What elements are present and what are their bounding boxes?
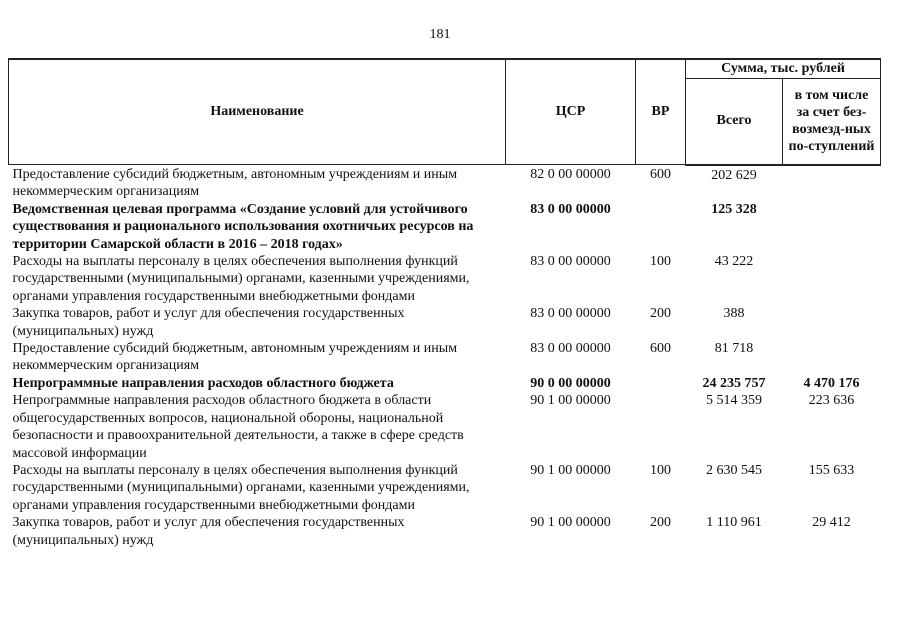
table-row <box>9 462 881 514</box>
row-name-cell: Ведомственная целевая программа «Создание условий для устойчивого существования и рационального использования охотничьих ресурсов на территории Самарской области в 2016 – 2018 годах» <box>12 201 474 252</box>
row-vr-cell <box>636 392 686 462</box>
header-free: в том числе за счет без-возмезд-ных по-ступлений <box>783 79 881 165</box>
row-csr-cell: 90 0 00 00000 <box>530 375 611 391</box>
table-row <box>9 201 881 253</box>
row-free-cell <box>783 253 881 305</box>
row-csr-cell: 83 0 00 00000 <box>530 254 611 270</box>
row-total-cell: 5 514 359 <box>706 393 762 409</box>
row-total-cell: 202 629 <box>711 167 757 183</box>
row-csr-cell: 83 0 00 00000 <box>530 341 611 357</box>
row-free-cell <box>783 340 881 375</box>
row-free-cell <box>783 165 881 201</box>
row-total-cell: 24 235 757 <box>702 375 766 391</box>
table-row <box>9 392 881 462</box>
table-body <box>9 165 881 549</box>
row-free-cell: 223 636 <box>808 393 855 409</box>
table-header <box>9 59 881 165</box>
row-vr-cell: 600 <box>650 167 671 182</box>
row-csr-cell: 90 1 00 00000 <box>530 515 611 531</box>
budget-table <box>8 58 881 549</box>
row-name-cell: Предоставление субсидий бюджетным, автономным учреждениям и иным некоммерческим организациям <box>12 341 458 374</box>
row-name-cell: Закупка товаров, работ и услуг для обеспечения государственных (муниципальных) нужд <box>12 515 405 548</box>
row-name-cell: Непрограммные направления расходов областного бюджета в области общегосударственных вопросов, национальной обороны, национальной безопасности и правоохранительной деятельности, а также в сфере средств массовой информации <box>12 393 464 461</box>
row-free-cell: 4 470 176 <box>803 375 860 391</box>
header-csr: ЦСР <box>506 59 636 165</box>
table-row <box>9 514 881 549</box>
row-total-cell: 43 222 <box>714 254 754 270</box>
row-name-cell: Закупка товаров, работ и услуг для обеспечения государственных (муниципальных) нужд <box>12 306 405 339</box>
row-free-cell: 29 412 <box>812 515 851 531</box>
row-vr-cell <box>636 375 686 392</box>
row-vr-cell: 100 <box>650 254 671 270</box>
row-csr-cell: 82 0 00 00000 <box>530 167 611 182</box>
row-vr-cell: 200 <box>650 306 671 322</box>
header-vr: ВР <box>636 59 686 165</box>
row-free-cell <box>783 201 881 253</box>
header-sum: Сумма, тыс. рублей <box>686 59 881 79</box>
row-total-cell: 81 718 <box>714 341 754 357</box>
row-csr-cell: 83 0 00 00000 <box>530 201 611 217</box>
row-total-cell: 125 328 <box>711 201 757 217</box>
row-vr-cell <box>636 201 686 253</box>
row-name-cell: Расходы на выплаты персоналу в целях обеспечения выполнения функций государственными (муниципальными) органами, казенными учреждениями, органами управления государственными внебюджетными фондами <box>12 462 470 513</box>
table-row <box>9 340 881 375</box>
table-row <box>9 305 881 340</box>
row-vr-cell: 600 <box>650 341 671 357</box>
row-vr-cell: 200 <box>650 515 671 531</box>
row-name-cell: Непрограммные направления расходов областного бюджета <box>12 375 394 391</box>
row-vr-cell: 100 <box>650 462 671 478</box>
table-row <box>9 375 881 392</box>
page-number: 181 <box>429 27 451 42</box>
header-total: Всего <box>686 79 783 165</box>
row-total-cell: 388 <box>723 306 745 322</box>
row-name-cell: Предоставление субсидий бюджетным, автономным учреждениям и иным некоммерческим организациям <box>12 167 458 200</box>
table-row <box>9 165 881 201</box>
header-name: Наименование <box>9 59 506 165</box>
row-name-cell: Расходы на выплаты персоналу в целях обеспечения выполнения функций государственными (муниципальными) органами, казенными учреждениями, органами управления государственными внебюджетными фондами <box>12 254 470 304</box>
row-free-cell: 155 633 <box>808 462 855 478</box>
row-csr-cell: 83 0 00 00000 <box>530 306 611 322</box>
table-row <box>9 253 881 305</box>
row-csr-cell: 90 1 00 00000 <box>530 393 611 409</box>
row-csr-cell: 90 1 00 00000 <box>530 462 611 478</box>
row-total-cell: 1 110 961 <box>706 515 762 531</box>
row-free-cell <box>783 305 881 340</box>
row-total-cell: 2 630 545 <box>706 462 762 478</box>
